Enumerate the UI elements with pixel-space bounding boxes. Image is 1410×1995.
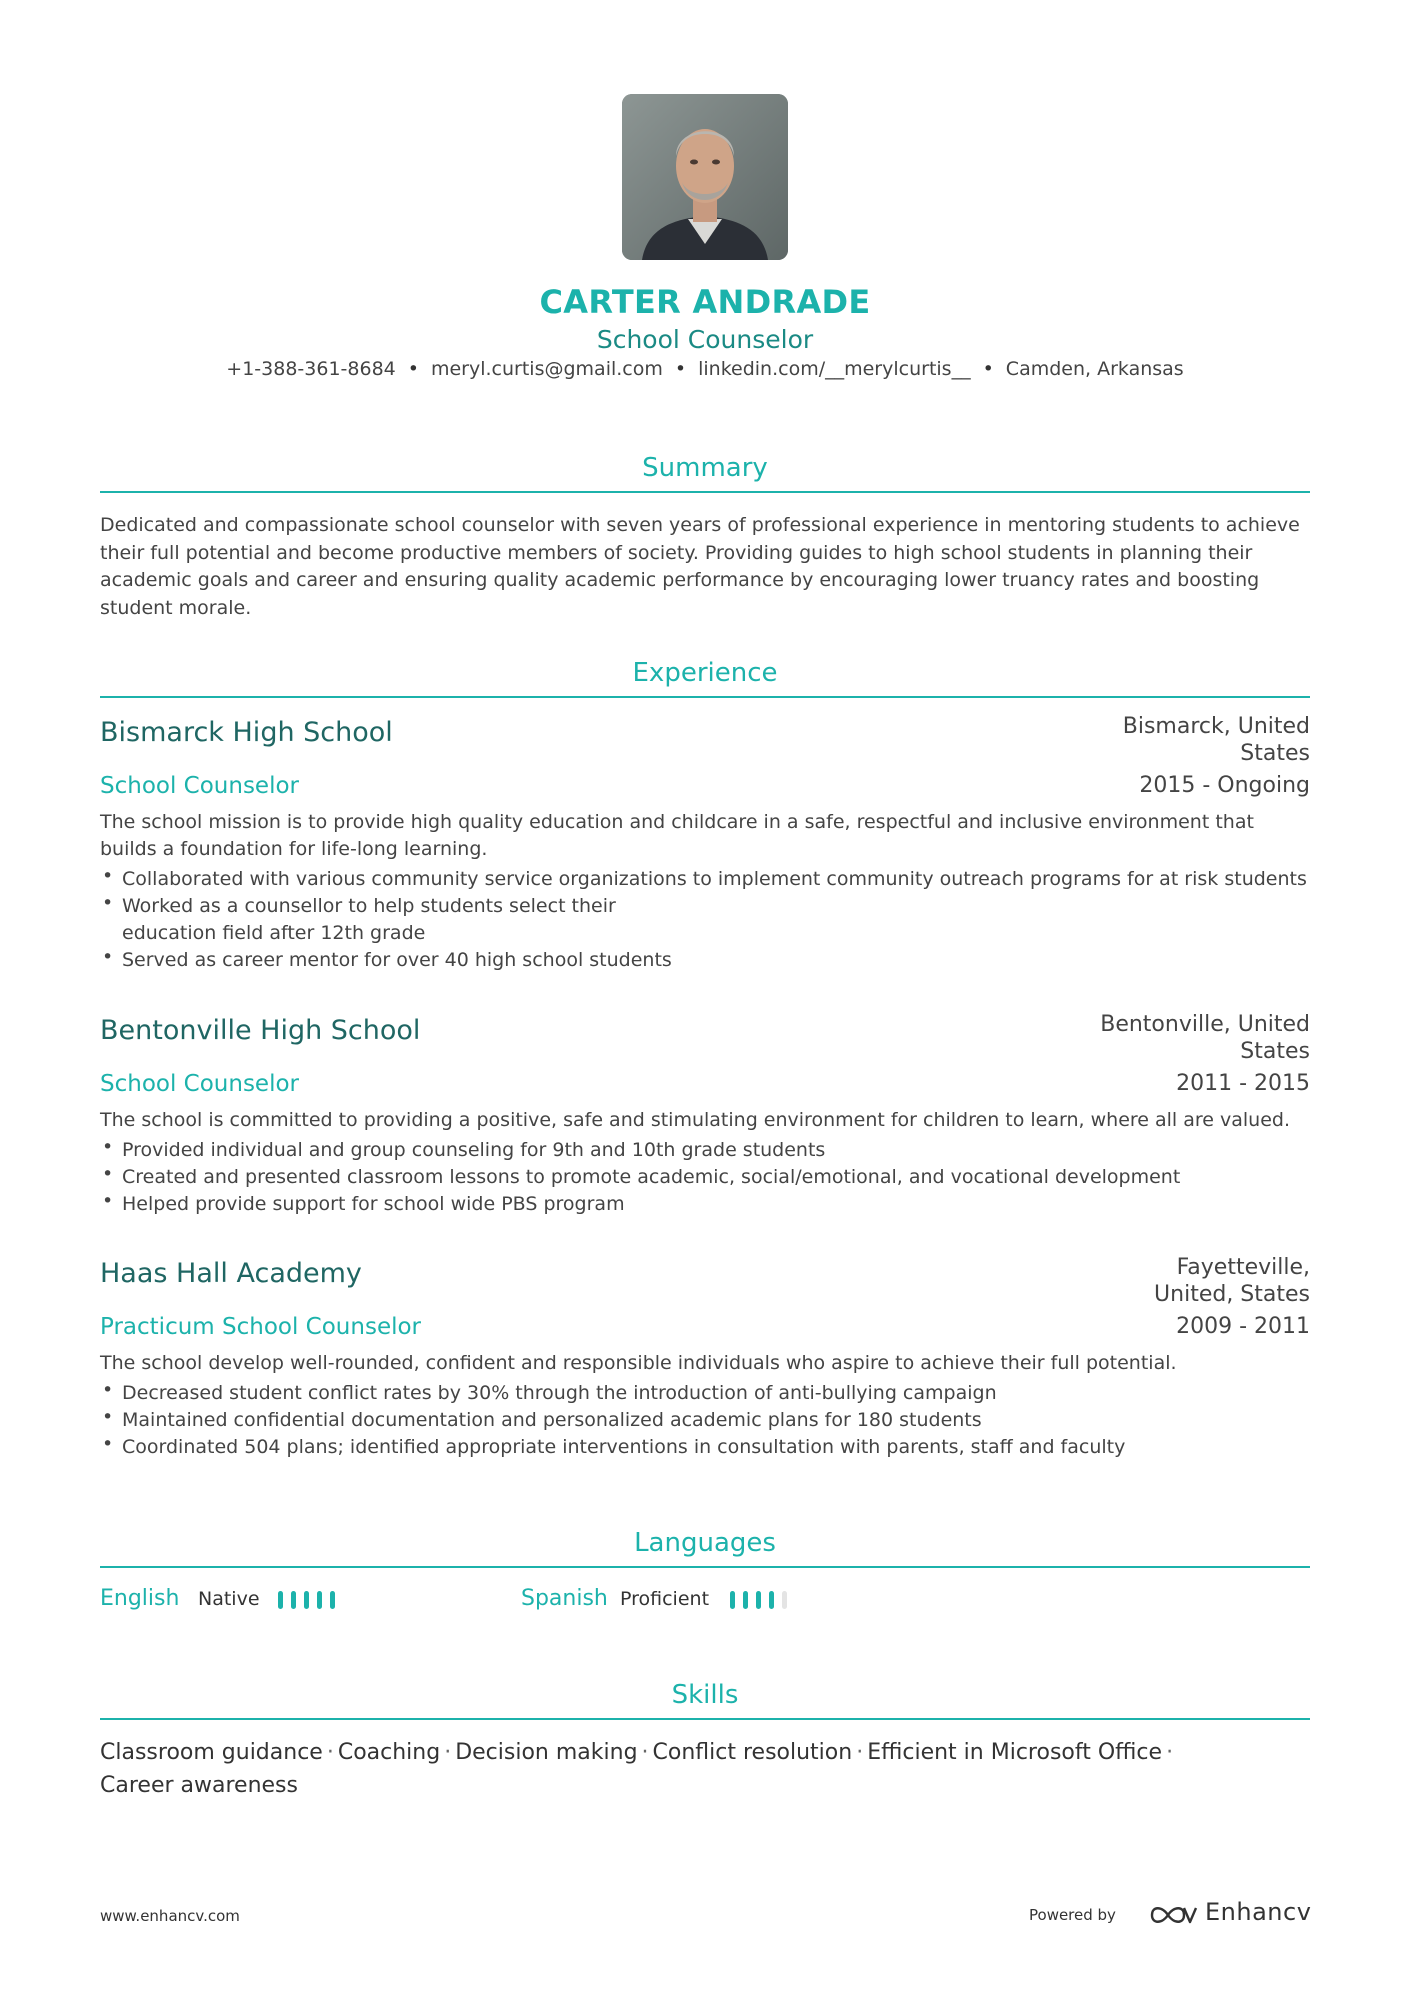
section-divider: [100, 491, 1310, 493]
company-name: Bentonville High School: [100, 1015, 421, 1046]
language-level: Native: [198, 1588, 260, 1610]
phone[interactable]: +1-388-361-8684: [226, 358, 396, 380]
experience-heading: Experience: [632, 658, 778, 688]
language-name: Spanish: [521, 1586, 608, 1611]
separator: •: [982, 358, 994, 380]
list-item: • Created and presented classroom lessons to promote academic, social/emotional, and vocational development: [100, 1164, 1310, 1191]
skills-heading: Skills: [671, 1680, 739, 1710]
job-title: School Counselor: [100, 1071, 300, 1097]
list-item: • Coordinated 504 plans; identified appropriate interventions in consultation with parents, staff and faculty: [100, 1434, 1310, 1461]
footer-website[interactable]: www.enhancv.com: [100, 1907, 240, 1925]
list-item: • Decreased student conflict rates by 30% through the introduction of anti-bullying campaign: [100, 1380, 1310, 1407]
job-title: Practicum School Counselor: [100, 1314, 422, 1340]
company-description: The school is committed to providing a positive, safe and stimulating environment for children to learn, where all are valued.: [100, 1109, 1291, 1131]
skill-item: Classroom guidance: [100, 1740, 323, 1765]
skill-item: Decision making: [455, 1740, 638, 1765]
job-dates: 2015 - Ongoing: [1139, 773, 1310, 798]
company-description: The school develop well-rounded, confident and responsible individuals who aspire to achieve their full potential.: [100, 1352, 1177, 1374]
rating-bar-filled: [756, 1591, 761, 1609]
email[interactable]: meryl.curtis@gmail.com: [430, 358, 663, 380]
company-name: Haas Hall Academy: [100, 1258, 362, 1289]
skill-separator: ·: [856, 1740, 864, 1765]
candidate-name: CARTER ANDRADE: [539, 283, 871, 321]
job-location: Bentonville, United States: [1100, 1012, 1310, 1064]
language-name: English: [100, 1586, 180, 1611]
linkedin-link[interactable]: linkedin.com/__merylcurtis__: [698, 358, 971, 380]
section-divider: [100, 696, 1310, 698]
rating-bar-filled: [278, 1591, 283, 1609]
skills-list: [100, 1736, 1200, 1802]
skill-item: Coaching: [337, 1740, 441, 1765]
summary-heading: Summary: [642, 453, 768, 483]
list-item: • Served as career mentor for over 40 high school students: [100, 947, 1310, 974]
brand-name: Enhancv: [1205, 1898, 1312, 1926]
portrait-image: [622, 94, 788, 260]
company-name: Bismarck High School: [100, 717, 393, 748]
skill-separator: ·: [444, 1740, 452, 1765]
language-level: Proficient: [620, 1588, 710, 1610]
achievement-list: [100, 1137, 1310, 1218]
list-item: • Maintained confidential documentation and personalized academic plans for 180 students: [100, 1407, 1310, 1434]
rating-bar-filled: [769, 1591, 774, 1609]
job-title: School Counselor: [100, 773, 300, 799]
profile-photo: [622, 94, 788, 260]
rating-bar-filled: [304, 1591, 309, 1609]
rating-bar-filled: [317, 1591, 322, 1609]
section-divider: [100, 1718, 1310, 1720]
job-dates: 2011 - 2015: [1176, 1071, 1310, 1096]
separator: •: [407, 358, 419, 380]
language-rating: [730, 1591, 800, 1609]
rating-bar-filled: [730, 1591, 735, 1609]
achievement-list: [100, 1380, 1310, 1461]
separator: •: [674, 358, 687, 380]
list-item: • Helped provide support for school wide PBS program: [100, 1191, 1310, 1218]
list-item: • Collaborated with various community service organizations to implement community outreach programs for at risk students: [100, 866, 1310, 893]
skill-item: Career awareness: [100, 1773, 298, 1798]
languages-heading: Languages: [634, 1528, 776, 1558]
skill-item: Conflict resolution: [652, 1740, 853, 1765]
skill-separator: ·: [1166, 1740, 1174, 1765]
skill-separator: ·: [641, 1740, 649, 1765]
company-description: The school mission is to provide high quality education and childcare in a safe, respectful and inclusive environment that builds a foundation for life-long learning.: [100, 811, 1254, 860]
job-location: Fayetteville, United, States: [1154, 1255, 1310, 1307]
enhancv-logo-icon: [1148, 1900, 1198, 1930]
skill-item: Efficient in Microsoft Office: [867, 1740, 1163, 1765]
skill-separator: ·: [326, 1740, 334, 1765]
list-item: • Provided individual and group counseling for 9th and 10th grade students: [100, 1137, 1310, 1164]
achievement-list: [100, 866, 1310, 974]
candidate-role: School Counselor: [596, 325, 814, 354]
contact-line: [0, 358, 1410, 380]
powered-by-label: Powered by: [1029, 1906, 1116, 1924]
rating-bar-empty: [782, 1591, 787, 1609]
location: Camden, Arkansas: [1005, 358, 1184, 380]
job-dates: 2009 - 2011: [1176, 1314, 1310, 1339]
language-rating: [278, 1591, 348, 1609]
job-location: Bismarck, United States: [1122, 714, 1310, 766]
rating-bar-filled: [330, 1591, 335, 1609]
list-item: • Worked as a counsellor to help students select their education field after 12th grade: [100, 893, 640, 947]
section-divider: [100, 1566, 1310, 1568]
summary-text: Dedicated and compassionate school counselor with seven years of professional experience in mentoring students to achieve their full potential and become productive members of society. Providing guides to high school students in planning their academic goals and career and ensuring quality academic performance by encouraging lower truancy rates and boosting student morale.: [100, 514, 1300, 619]
rating-bar-filled: [743, 1591, 748, 1609]
rating-bar-filled: [291, 1591, 296, 1609]
